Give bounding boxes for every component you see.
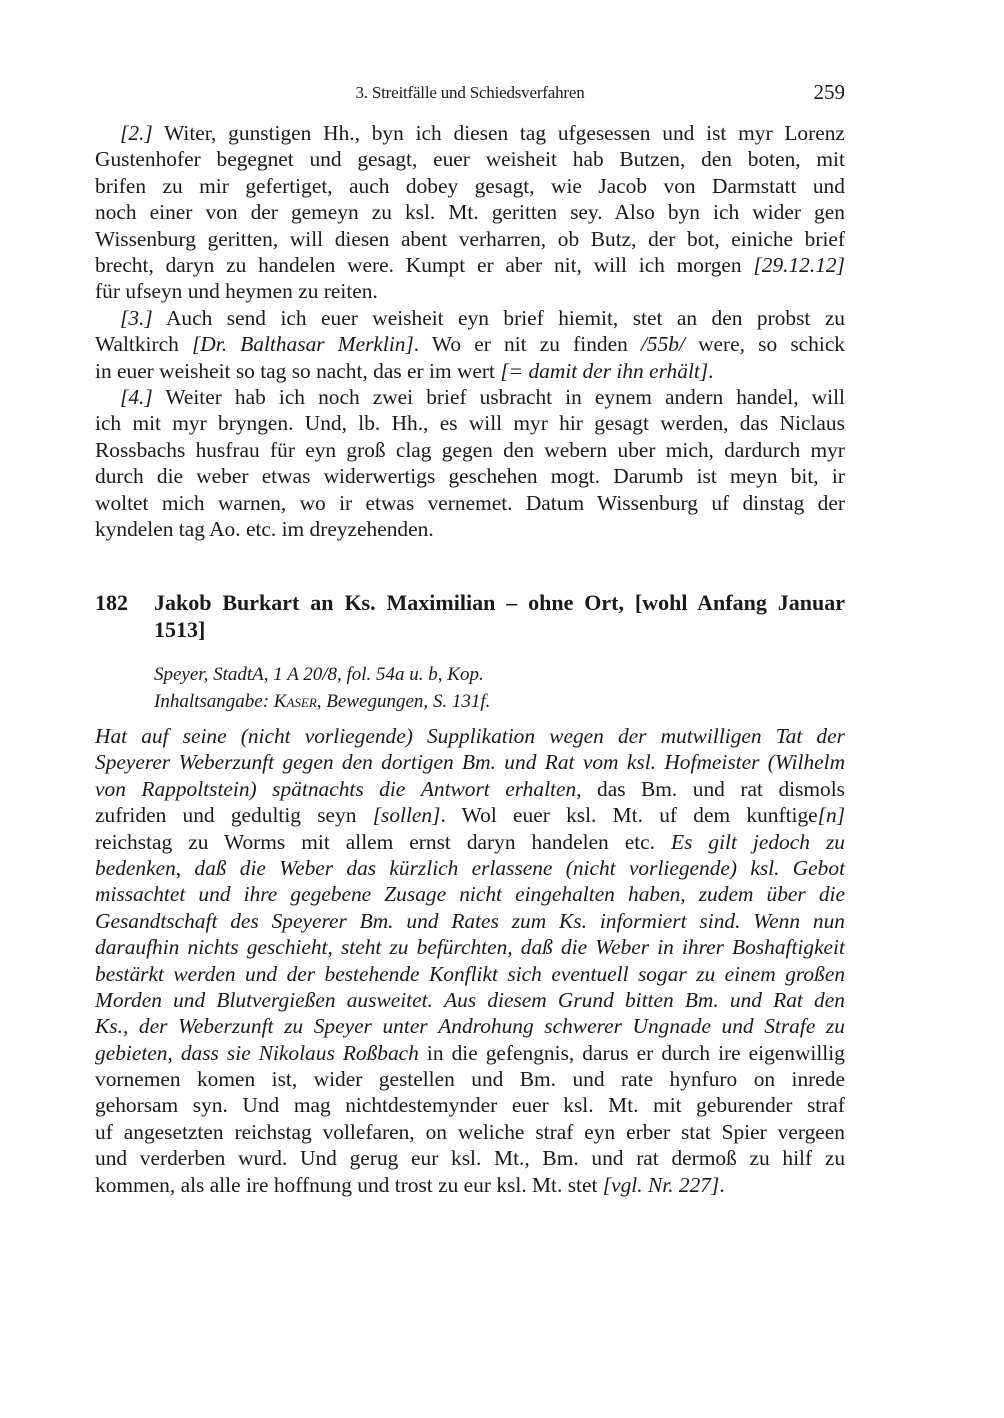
running-header xyxy=(95,80,845,106)
abstract-line: bestärkt werden und der bestehende Konflikt sich eventuell sogar zu einem großen xyxy=(95,961,846,986)
paragraph-line: woltet mich warnen, wo ir etwas vernemet. Datum Wissenburg uf dinstag der xyxy=(95,490,845,515)
abstract-line: zufriden und gedultig seyn [sollen]. Wol euer ksl. Mt. uf dem kunftige[n] xyxy=(95,803,846,828)
paragraph-line: kyndelen tag Ao. etc. im dreyzehenden. xyxy=(95,516,434,541)
abstract-line: Gesandtschaft des Speyerer Bm. und Rates zum Ks. informiert sind. Wenn nun xyxy=(95,908,845,933)
abstract-line: Speyerer Weberzunft gegen den dortigen Bm. und Rat vom ksl. Hofmeister (Wilhelm xyxy=(95,750,846,775)
document-title xyxy=(154,589,845,643)
abstract-line: gehorsam syn. Und mag nichtdestemynder euer ksl. Mt. mit geburender straf xyxy=(95,1093,845,1118)
paragraph-line: brifen zu mir gefertiget, auch dobey gesagt, wie Jacob von Darmstatt und xyxy=(95,173,845,198)
abstract-line: Hat auf seine (nicht vorliegende) Supplikation wegen der mutwilligen Tat der xyxy=(95,724,845,748)
paragraph-line: [4.] Weiter hab ich noch zwei brief usbracht in eynem andern handel, will xyxy=(120,385,845,409)
abstract-line: Ks., der Weberzunft zu Speyer unter Androhung schwerer Ungnade und Strafe zu xyxy=(95,1014,845,1039)
abstract-line: kommen, als alle ire hoffnung und trost zu eur ksl. Mt. stet [vgl. Nr. 227]. xyxy=(95,1172,725,1197)
document-title-line: Jakob Burkart an Ks. Maximilian – ohne Ort, [wohl Anfang Januar xyxy=(154,590,845,615)
document-abstract-body xyxy=(95,723,845,1198)
abstract-line: und verderben wurd. Und gerug eur ksl. Mt., Bm. und rat dermoß zu hilf zu xyxy=(95,1146,846,1171)
page-number: 259 xyxy=(813,80,845,104)
abstract-line: uf angesetzten reichstag vollefaren, on weliche straf eyn erber stat Spier vergeen xyxy=(95,1119,845,1144)
paragraph-line: ich mit myr bryngen. Und, lb. Hh., es will myr hir gesagt werden, das Niclaus xyxy=(95,411,845,436)
running-title: 3. Streitfälle und Schiedsverfahren xyxy=(355,83,585,102)
paragraph-line: noch einer von der gemeyn zu ksl. Mt. geritten sey. Also byn ich wider gen xyxy=(95,200,845,225)
paragraph-line: [3.] Auch send ich euer weisheit eyn brief hiemit, stet an den probst zu xyxy=(120,306,846,330)
paragraph-line: für ufseyn und heymen zu reiten. xyxy=(95,279,378,304)
paragraph-line: durch die weber etwas widerwertigs geschehen mogt. Darumb ist meyn bit, ir xyxy=(95,464,845,489)
document-title-line: 1513] xyxy=(154,617,206,642)
abstract-line: von Rappoltstein) spätnachts die Antwort erhalten, das Bm. und rat dismols xyxy=(95,776,846,801)
paragraph-line: Rossbachs husfrau für eyn groß clag gegen den webern uber mich, dardurch myr xyxy=(95,437,845,462)
paragraph-line: brecht, daryn zu handelen were. Kumpt er aber nit, will ich morgen [29.12.12] xyxy=(95,252,845,277)
source-line: Speyer, StadtA, 1 A 20/8, fol. 54a u. b, Kop. xyxy=(154,664,484,685)
abstract-line: missachtet und ihre gegebene Zusage nicht eingehalten haben, zudem über die xyxy=(95,882,845,907)
paragraph-line: [2.] Witer, gunstigen Hh., byn ich diesen tag ufgesessen und ist myr Lorenz xyxy=(120,121,845,145)
source-reference xyxy=(154,661,844,715)
paragraph-4 xyxy=(95,384,845,542)
abstract-line: bedenken, daß die Weber das kürzlich erlassene (nicht vorliegende) ksl. Gebot xyxy=(95,855,846,880)
source-line: Inhaltsangabe: Kaser, Bewegungen, S. 131f. xyxy=(154,691,491,712)
paragraph-2 xyxy=(95,120,845,305)
paragraph-line: Wissenburg geritten, will diesen abent verharren, ob Butz, der bot, einiche brief xyxy=(95,226,846,251)
abstract-line: reichstag zu Worms mit allem ernst daryn handelen etc. Es gilt jedoch zu xyxy=(95,829,845,854)
abstract-line: Morden und Blutvergießen ausweitet. Aus diesem Grund bitten Bm. und Rat den xyxy=(95,987,845,1012)
document-number: 182 xyxy=(95,590,128,615)
paragraph-line: Gustenhofer begegnet und gesagt, euer weisheit hab Butzen, den boten, mit xyxy=(95,147,845,172)
abstract-line: vornemen komen ist, wider gestellen und Bm. und rate hynfuro on inrede xyxy=(95,1067,845,1092)
abstract-line: gebieten, dass sie Nikolaus Roßbach in die gefengnis, darus er durch ire eigenwillig xyxy=(95,1040,845,1065)
paragraph-line: in euer weisheit so tag so nacht, das er im wert [= damit der ihn erhält]. xyxy=(95,358,714,383)
paragraph-3 xyxy=(95,305,845,384)
abstract-line: daraufhin nichts geschieht, steht zu befürchten, daß die Weber in ihrer Boshaftigkeit xyxy=(95,935,845,960)
paragraph-line: Waltkirch [Dr. Balthasar Merklin]. Wo er nit zu finden /55b/ were, so schick xyxy=(95,332,846,357)
